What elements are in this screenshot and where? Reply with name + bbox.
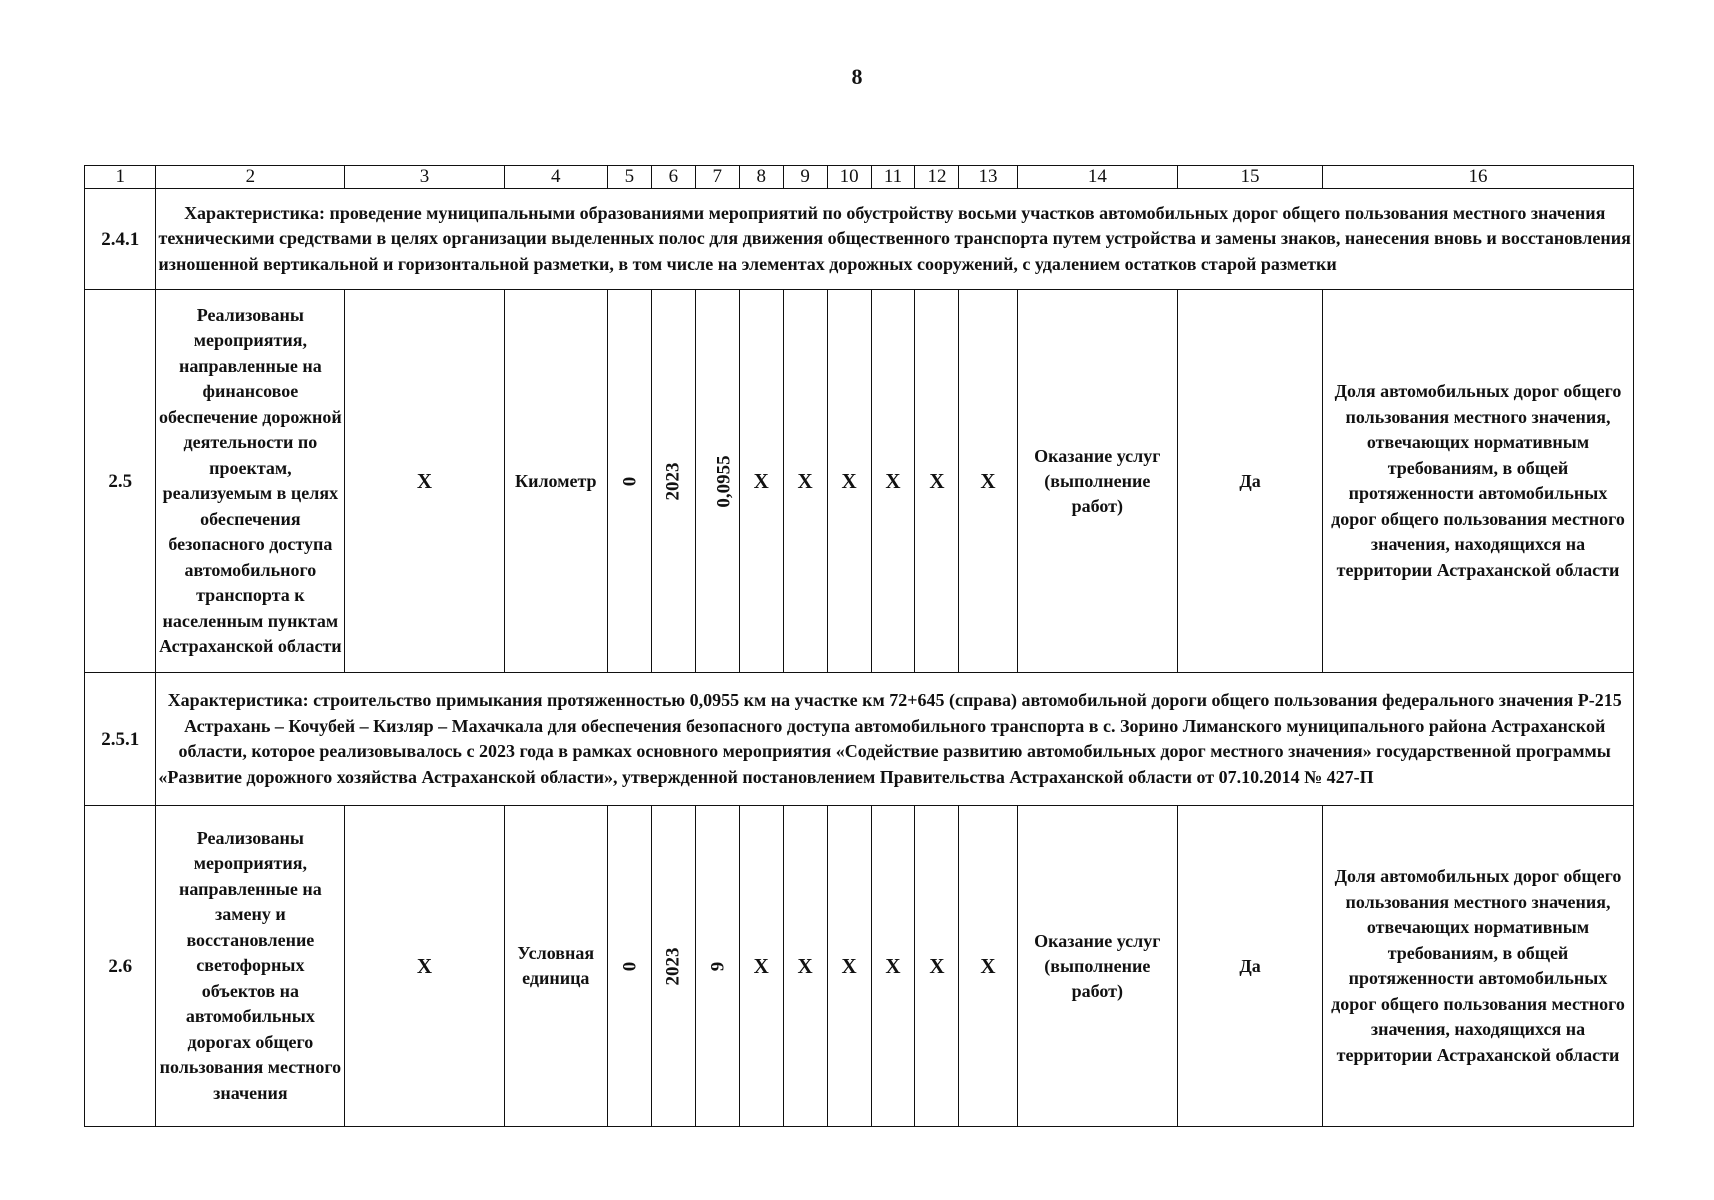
column-number: 16 [1323, 166, 1634, 189]
target-value: 0,0955 [713, 454, 735, 508]
row-number: 2.6 [85, 806, 156, 1127]
column-number: 9 [783, 166, 827, 189]
cell-value: X [345, 290, 504, 673]
column-number: 10 [827, 166, 871, 189]
column-number: 1 [85, 166, 156, 189]
row-number: 2.5.1 [85, 673, 156, 806]
column-number: 6 [651, 166, 695, 189]
cell-value: X [783, 806, 827, 1127]
page-number: 8 [851, 64, 863, 89]
result-name: Реализованы мероприятия, направленные на замену и восстановление светофорных объектов на автомобильных дорогах общего пользования местного значения [156, 806, 345, 1127]
row-number: 2.5 [85, 290, 156, 673]
cell-value: X [739, 290, 783, 673]
unit-cell: Километр [504, 290, 607, 673]
results-table [84, 165, 1634, 1127]
year-value: 2023 [662, 947, 684, 985]
base-value: 0 [618, 476, 640, 486]
cell-value: X [783, 290, 827, 673]
target-value: 9 [706, 961, 728, 971]
unit-cell: Условная единица [504, 806, 607, 1127]
column-number: 3 [345, 166, 504, 189]
cell-value: X [827, 290, 871, 673]
linked-indicator: Доля автомобильных дорог общего пользования местного значения, отвечающих нормативным требованиям, в общей протяженности автомобильных дорог общего пользования местного значения, находящихся на территории Астраханской области [1323, 290, 1634, 673]
cell-value: X [959, 806, 1017, 1127]
result-name: Реализованы мероприятия, направленные на финансовое обеспечение дорожной деятельности по проектам, реализуемым в целях обеспечения безопасного доступа автомобильного транспорта к населенным пунктам Астраханской области [156, 290, 345, 673]
linked-indicator: Доля автомобильных дорог общего пользования местного значения, отвечающих нормативным требованиям, в общей протяженности автомобильных дорог общего пользования местного значения, находящихся на территории Астраханской области [1323, 806, 1634, 1127]
column-number: 4 [504, 166, 607, 189]
cell-value: X [915, 290, 959, 673]
column-number-row [85, 166, 1634, 189]
table-row [85, 673, 1634, 806]
year-cell [651, 290, 695, 673]
row-number: 2.4.1 [85, 189, 156, 290]
column-number: 8 [739, 166, 783, 189]
cell-value: Да [1178, 806, 1323, 1127]
result-type: Оказание услуг (выполнение работ) [1017, 806, 1177, 1127]
column-number: 2 [156, 166, 345, 189]
column-number: 13 [959, 166, 1017, 189]
table-row [85, 290, 1634, 673]
target-value-cell [695, 290, 739, 673]
column-number: 5 [607, 166, 651, 189]
cell-value: X [871, 806, 915, 1127]
cell-value: X [739, 806, 783, 1127]
column-number: 14 [1017, 166, 1177, 189]
year-value: 2023 [662, 462, 684, 500]
year-cell [651, 806, 695, 1127]
characteristic-text: Характеристика: проведение муниципальными образованиями мероприятий по обустройству восьми участков автомобильных дорог общего пользования местного значения техническими средствами в целях организации выделенных полос для движения общественного транспорта путем устройства и замены знаков, нанесения вновь и восстановления изношенной вертикальной и горизонтальной разметки, в том числе на элементах дорожных сооружений, с удалением остатков старой разметки [156, 189, 1634, 290]
cell-value: X [915, 806, 959, 1127]
characteristic-text: Характеристика: строительство примыкания протяженностью 0,0955 км на участке км 72+645 (справа) автомобильной дороги общего пользования федерального значения Р-215 Астрахань – Кочубей – Кизляр – Махачкала для обеспечения безопасного доступа автомобильного транспорта в с. Зорино Лиманского муниципального района Астраханской области, которое реализовывалось с 2023 года в рамках основного мероприятия «Содействие развитию автомобильных дорог местного значения» государственной программы «Развитие дорожного хозяйства Астраханской области», утвержденной постановлением Правительства Астраханской области от 07.10.2014 № 427-П [156, 673, 1634, 806]
base-value-cell [607, 290, 651, 673]
column-number: 12 [915, 166, 959, 189]
result-type: Оказание услуг (выполнение работ) [1017, 290, 1177, 673]
cell-value: Да [1178, 290, 1323, 673]
base-value-cell [607, 806, 651, 1127]
cell-value: X [871, 290, 915, 673]
table-row [85, 189, 1634, 290]
cell-value: X [827, 806, 871, 1127]
target-value-cell [695, 806, 739, 1127]
column-number: 11 [871, 166, 915, 189]
cell-value: X [959, 290, 1017, 673]
table-row [85, 806, 1634, 1127]
cell-value: X [345, 806, 504, 1127]
column-number: 15 [1178, 166, 1323, 189]
column-number: 7 [695, 166, 739, 189]
base-value: 0 [618, 961, 640, 971]
